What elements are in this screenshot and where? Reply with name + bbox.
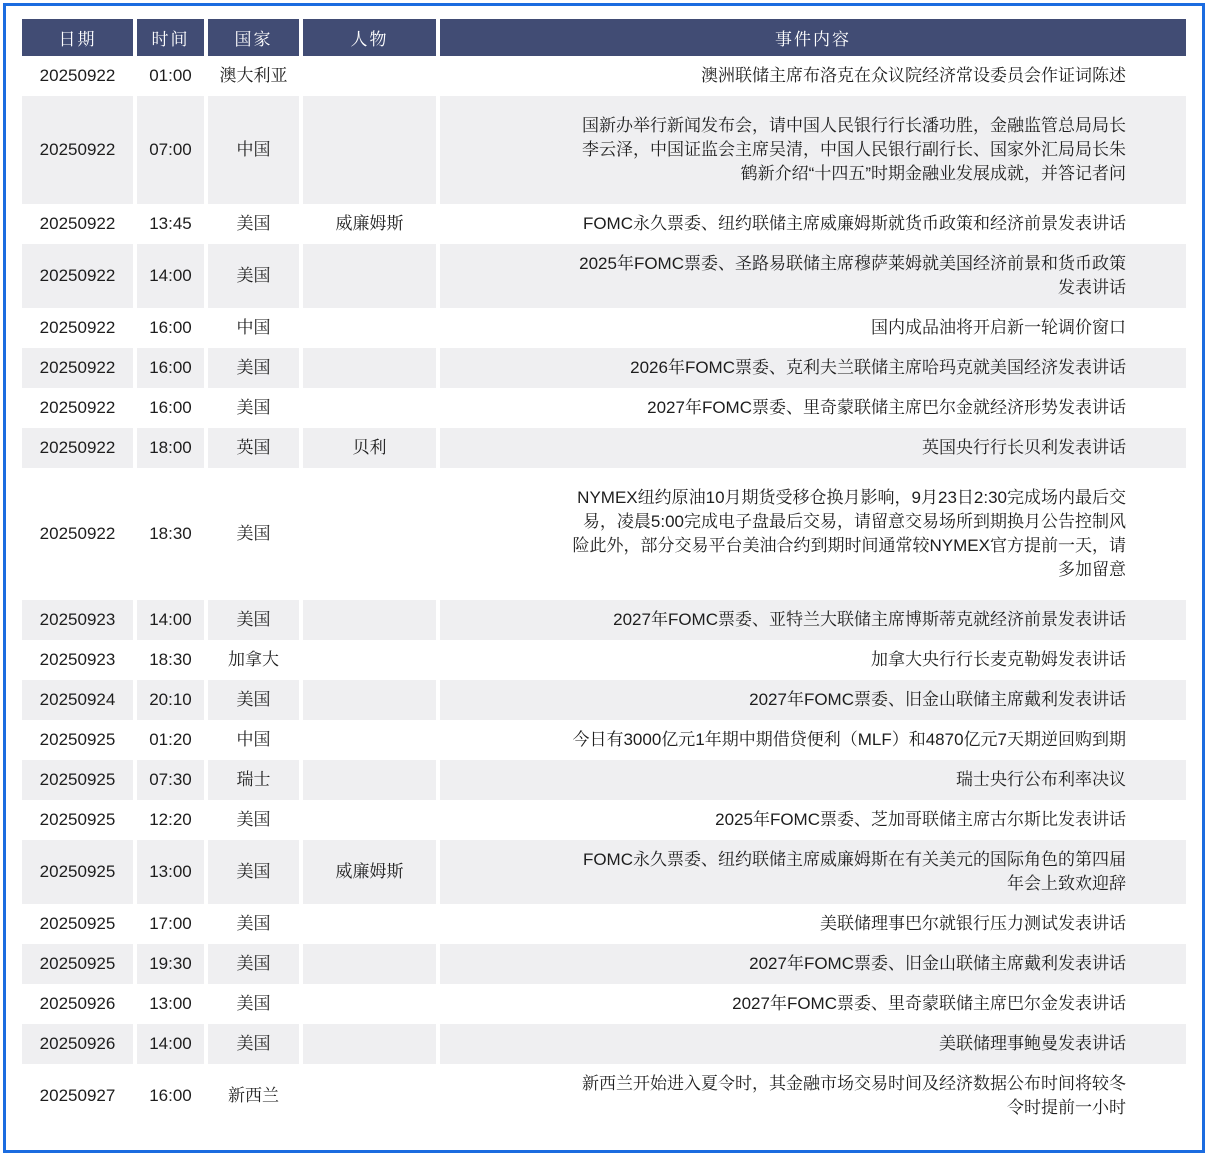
date-cell: 20250923 [22,600,133,640]
table-row [22,840,1186,904]
event-cell [440,680,1186,720]
country-cell: 瑞士 [208,760,299,800]
country-cell: 美国 [208,468,299,600]
person-cell [303,944,436,984]
person-cell [303,760,436,800]
country-cell: 美国 [208,800,299,840]
time-cell: 16:00 [137,1064,204,1128]
event-text: 2027年FOMC票委、里奇蒙联储主席巴尔金发表讲话 [732,994,1126,1013]
time-cell: 14:00 [137,600,204,640]
person-cell [303,1024,436,1064]
person-cell [303,800,436,840]
event-text: 加拿大央行行长麦克勒姆发表讲话 [871,650,1126,669]
time-cell: 01:20 [137,720,204,760]
event-text: 今日有3000亿元1年期中期借贷便利（MLF）和4870亿元7天期逆回购到期 [572,730,1126,749]
event-text: NYMEX纽约原油10月期货受移仓换月影响，9月23日2:30完成场内最后交易，凌晨5:00完成电子盘最后交易，请留意交易场所到期换月公告控制风险此外，部分交易平台美油合约到期时间通常较NYMEX官方提前一天，请多加留意 [572,488,1126,579]
date-cell: 20250925 [22,840,133,904]
person-cell: 贝利 [303,428,436,468]
event-cell [440,348,1186,388]
person-cell: 威廉姆斯 [303,204,436,244]
country-cell: 美国 [208,944,299,984]
table-row [22,348,1186,388]
person-cell [303,640,436,680]
date-cell: 20250926 [22,1024,133,1064]
event-text: FOMC永久票委、纽约联储主席威廉姆斯在有关美元的国际角色的第四届年会上致欢迎辞 [582,850,1126,893]
date-cell: 20250924 [22,680,133,720]
event-text: 瑞士央行公布利率决议 [956,770,1126,789]
column-header-date: 日期 [22,19,133,56]
person-cell [303,468,436,600]
person-cell [303,348,436,388]
event-text: FOMC永久票委、纽约联储主席威廉姆斯就货币政策和经济前景发表讲话 [582,214,1126,233]
person-cell [303,308,436,348]
event-cell [440,720,1186,760]
date-cell: 20250922 [22,428,133,468]
event-cell [440,1064,1186,1128]
person-cell [303,56,436,96]
table-row [22,984,1186,1024]
country-cell: 美国 [208,680,299,720]
time-cell: 13:00 [137,984,204,1024]
country-cell: 澳大利亚 [208,56,299,96]
date-cell: 20250925 [22,800,133,840]
country-cell: 美国 [208,840,299,904]
person-cell [303,244,436,308]
table-row [22,720,1186,760]
country-cell: 美国 [208,204,299,244]
table-row [22,600,1186,640]
country-cell: 美国 [208,388,299,428]
date-cell: 20250925 [22,760,133,800]
table-body [22,56,1186,1128]
date-cell: 20250923 [22,640,133,680]
country-cell: 美国 [208,348,299,388]
event-text: 2026年FOMC票委、克利夫兰联储主席哈玛克就美国经济发表讲话 [630,358,1126,377]
country-cell: 英国 [208,428,299,468]
date-cell: 20250922 [22,204,133,244]
time-cell: 12:20 [137,800,204,840]
event-text: 2025年FOMC票委、芝加哥联储主席古尔斯比发表讲话 [715,810,1126,829]
date-cell: 20250922 [22,388,133,428]
country-cell: 美国 [208,600,299,640]
table-row [22,96,1186,204]
date-cell: 20250922 [22,468,133,600]
event-cell [440,600,1186,640]
event-text: 2027年FOMC票委、旧金山联储主席戴利发表讲话 [749,954,1126,973]
event-cell [440,984,1186,1024]
table-row [22,680,1186,720]
person-cell: 威廉姆斯 [303,840,436,904]
date-cell: 20250925 [22,720,133,760]
event-text: 国内成品油将开启新一轮调价窗口 [871,318,1126,337]
event-cell [440,56,1186,96]
time-cell: 16:00 [137,308,204,348]
time-cell: 18:00 [137,428,204,468]
table-row [22,244,1186,308]
person-cell [303,904,436,944]
time-cell: 14:00 [137,1024,204,1064]
country-cell: 新西兰 [208,1064,299,1128]
event-cell [440,204,1186,244]
event-cell [440,840,1186,904]
date-cell: 20250926 [22,984,133,1024]
country-cell: 中国 [208,308,299,348]
event-cell [440,308,1186,348]
table-row [22,428,1186,468]
table-header [22,19,1186,56]
event-text: 2027年FOMC票委、亚特兰大联储主席博斯蒂克就经济前景发表讲话 [613,610,1126,629]
table-row [22,468,1186,600]
person-cell [303,984,436,1024]
person-cell [303,388,436,428]
time-cell: 17:00 [137,904,204,944]
table-row [22,1064,1186,1128]
date-cell: 20250922 [22,348,133,388]
country-cell: 中国 [208,96,299,204]
event-text: 澳洲联储主席布洛克在众议院经济常设委员会作证词陈述 [701,66,1126,85]
date-cell: 20250922 [22,56,133,96]
event-text: 英国央行行长贝利发表讲话 [922,438,1126,457]
time-cell: 14:00 [137,244,204,308]
time-cell: 16:00 [137,348,204,388]
date-cell: 20250927 [22,1064,133,1128]
person-cell [303,680,436,720]
table-row [22,308,1186,348]
event-cell [440,244,1186,308]
event-text: 2025年FOMC票委、圣路易联储主席穆萨莱姆就美国经济前景和货币政策发表讲话 [579,254,1126,297]
time-cell: 20:10 [137,680,204,720]
date-cell: 20250925 [22,944,133,984]
event-text: 2027年FOMC票委、旧金山联储主席戴利发表讲话 [749,690,1126,709]
person-cell [303,1064,436,1128]
event-text: 2027年FOMC票委、里奇蒙联储主席巴尔金就经济形势发表讲话 [647,398,1126,417]
event-text: 美联储理事鲍曼发表讲话 [939,1034,1126,1053]
person-cell [303,720,436,760]
event-text: 新西兰开始进入夏令时，其金融市场交易时间及经济数据公布时间将较冬令时提前一小时 [582,1074,1126,1117]
person-cell [303,600,436,640]
table-row [22,388,1186,428]
table-row [22,204,1186,244]
table-row [22,56,1186,96]
table-row [22,640,1186,680]
event-cell [440,1024,1186,1064]
date-cell: 20250922 [22,96,133,204]
time-cell: 16:00 [137,388,204,428]
person-cell [303,96,436,204]
event-text: 美联储理事巴尔就银行压力测试发表讲话 [820,914,1126,933]
table-row [22,760,1186,800]
date-cell: 20250922 [22,244,133,308]
event-cell [440,640,1186,680]
event-cell [440,388,1186,428]
time-cell: 13:45 [137,204,204,244]
column-header-person: 人物 [303,19,436,56]
country-cell: 美国 [208,244,299,308]
country-cell: 美国 [208,1024,299,1064]
country-cell: 美国 [208,904,299,944]
country-cell: 加拿大 [208,640,299,680]
event-cell [440,760,1186,800]
time-cell: 18:30 [137,468,204,600]
time-cell: 07:30 [137,760,204,800]
event-cell [440,800,1186,840]
time-cell: 18:30 [137,640,204,680]
events-table [18,19,1190,1128]
date-cell: 20250922 [22,308,133,348]
table-row [22,904,1186,944]
table-row [22,800,1186,840]
country-cell: 美国 [208,984,299,1024]
country-cell: 中国 [208,720,299,760]
column-header-time: 时间 [137,19,204,56]
table-row [22,1024,1186,1064]
event-text: 国新办举行新闻发布会，请中国人民银行行长潘功胜，金融监管总局局长李云泽，中国证监会主席吴清，中国人民银行副行长、国家外汇局局长朱鹤新介绍“十四五”时期金融业发展成就，并答记者问 [582,116,1126,183]
table-row [22,944,1186,984]
event-cell [440,428,1186,468]
time-cell: 13:00 [137,840,204,904]
calendar-frame [3,3,1205,1153]
event-cell [440,96,1186,204]
table-header-row [22,19,1186,56]
event-cell [440,904,1186,944]
time-cell: 07:00 [137,96,204,204]
time-cell: 01:00 [137,56,204,96]
time-cell: 19:30 [137,944,204,984]
column-header-country: 国家 [208,19,299,56]
date-cell: 20250925 [22,904,133,944]
event-cell [440,468,1186,600]
column-header-event: 事件内容 [440,19,1186,56]
event-cell [440,944,1186,984]
